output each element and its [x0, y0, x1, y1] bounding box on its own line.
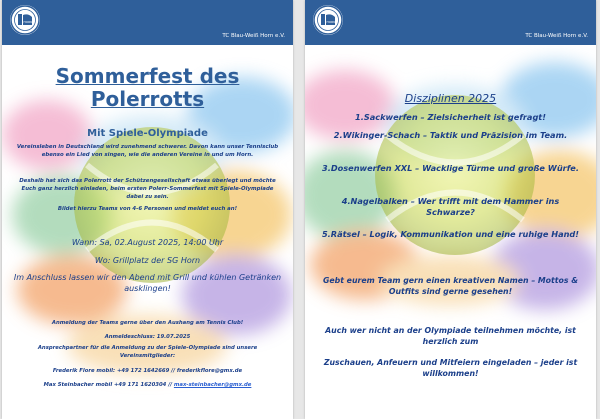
contact-frederik: Frederik Flore mobil: +49 172 1642669 // frederikflore@gmx.de: [52, 368, 243, 374]
page-header: [305, 0, 596, 45]
team-names-text: Gebt eurem Team gern einen kreativen Namen – Mottos & Outfits sind gerne gesehen!: [322, 276, 579, 296]
club-logo: [313, 5, 343, 35]
disciplines-title: Disziplinen 2025: [404, 92, 497, 105]
invite-text: Deshalb hat sich das Polerrott der Schützengesellschaft etwas überlegt und möchte Euch ganz herzlich einladen, beim ersten Polerr-Sommerfest mit Spiele-Olympiade dabei zu sein.: [19, 178, 276, 200]
flyer-page-left: [2, 0, 293, 419]
audience-text: Auch wer nicht an der Olympiade teilnehmen möchte, ist herzlich zum: [325, 326, 576, 346]
discipline-item: 3.Dosenwerfen XXL – Wacklige Türme und große Würfe.: [322, 163, 579, 173]
svg-text:HORN: HORN: [326, 20, 336, 24]
contact-max: Max Steinbacher mobil +49 171 1620304 // max-steinbacher@gmx.de: [43, 382, 252, 388]
contact-intro: Ansprechpartner für die Anmeldung zu der Spiele-Olympiade sind unsere Vereinsmitglieder:: [37, 345, 258, 359]
intro-text: Vereinsleben in Deutschland wird zunehmend schwerer. Davon kann unser Tennisclub ebenso ein Lied von singen, wie die anderen Vereine in und um Horn.: [16, 144, 279, 158]
discipline-item: 2.Wikinger-Schach – Taktik und Präzision im Team.: [333, 130, 568, 140]
registration-text: Anmeldung der Teams gerne über den Aushang am Tennis Club!: [51, 320, 244, 326]
discipline-item: 5.Rätsel – Logik, Kommunikation und eine ruhige Hand!: [321, 229, 580, 239]
discipline-item: 1.Sackwerfen – Zielsicherheit ist gefragt!: [355, 112, 546, 122]
event-date: Wann: Sa, 02.August 2025, 14:00 Uhr: [71, 238, 224, 247]
evening-text: Im Anschluss lassen wir den Abend mit Grill und kühlen Getränken ausklingen!: [13, 273, 282, 293]
page-header: [2, 0, 293, 45]
event-location: Wo: Grillplatz der SG Horn: [94, 256, 201, 265]
flyer-page-right: [305, 0, 596, 419]
deadline-text: Anmeldeschluss: 19.07.2025: [104, 334, 191, 340]
email-max[interactable]: max-steinbacher@gmx.de: [173, 382, 252, 388]
club-name: TC Blau-Weiß Horn e.V.: [525, 33, 588, 39]
teams-text: Bildet hierzu Teams von 4-6 Personen und meldet euch an!: [57, 206, 238, 212]
svg-text:HORN: HORN: [23, 20, 33, 24]
flyer-title: Sommerfest des Polerrotts: [55, 64, 240, 111]
club-logo: [10, 5, 40, 35]
email-frederik[interactable]: frederikflore@gmx.de: [176, 368, 243, 374]
audience-text-2: Zuschauen, Anfeuern und Mitfeiern eingeladen – jeder ist willkommen!: [323, 358, 578, 378]
club-name: TC Blau-Weiß Horn e.V.: [222, 33, 285, 39]
discipline-item: 4.Nagelbalken – Wer trifft mit dem Hammer ins Schwarze?: [341, 196, 560, 218]
flyer-subtitle: Mit Spiele-Olympiade: [87, 128, 208, 139]
